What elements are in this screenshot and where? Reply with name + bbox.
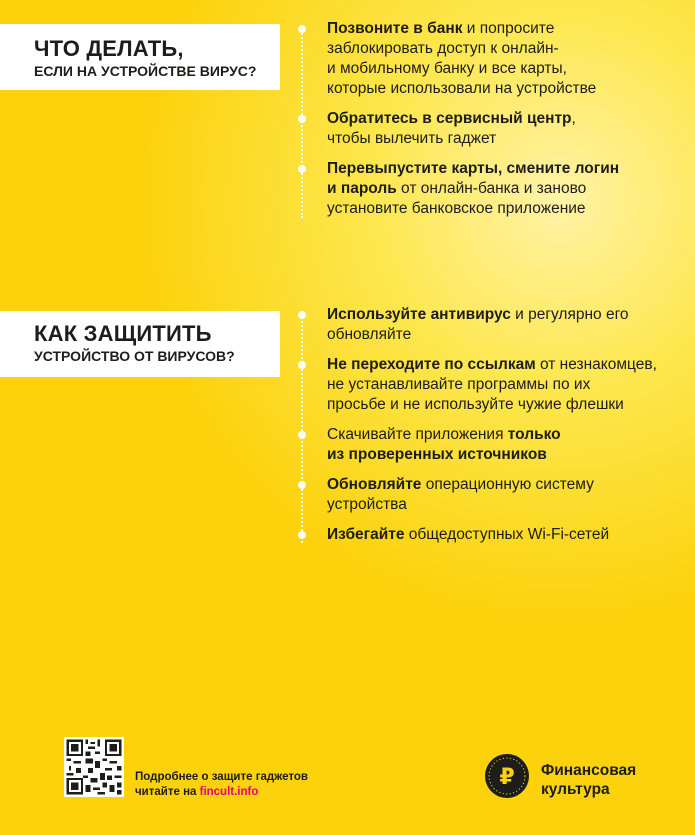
section-title-what-to-do — [0, 24, 280, 90]
bullet-dot-icon — [298, 165, 306, 173]
footer-line1: Подробнее о защите гаджетов — [135, 771, 309, 783]
logo-line1: Финансовая — [541, 762, 637, 779]
section-title-line2: ЕСЛИ НА УСТРОЙСТВЕ ВИРУС? — [34, 63, 257, 79]
protection-list — [298, 305, 688, 555]
list-item: Избегайте общедоступных Wi-Fi-сетей — [298, 525, 688, 545]
qr-code-icon[interactable] — [64, 737, 124, 797]
ruble-logo-icon — [483, 752, 531, 800]
logo-line2: культура — [541, 781, 610, 798]
bullet-dot-icon — [298, 311, 306, 319]
section-title-how-to-protect — [0, 311, 280, 377]
list-item: Обновляйте операционную систему устройства — [298, 475, 688, 515]
actions-list — [298, 19, 688, 229]
fincult-link[interactable]: fincult.info — [199, 786, 259, 798]
section-title-line1: КАК ЗАЩИТИТЬ — [34, 321, 212, 346]
section-title-line2: УСТРОЙСТВО ОТ ВИРУСОВ? — [34, 348, 235, 364]
list-item: Не переходите по ссылкам от незнакомцев, не устанавливайте программы по их просьбе и не используйте чужие флешки — [298, 355, 688, 415]
bullet-dot-icon — [298, 481, 306, 489]
svg-text:₽: ₽ — [499, 765, 515, 790]
list-item: Позвоните в банк и попросите заблокировать доступ к онлайн- и мобильному банку и все карты, которые использовали на устройстве — [298, 19, 688, 99]
logo-text — [541, 761, 636, 799]
bullet-dot-icon — [298, 25, 306, 33]
list-item: Скачивайте приложения только из проверенных источников — [298, 425, 688, 465]
section-title-line1: ЧТО ДЕЛАТЬ, — [34, 36, 184, 61]
bullet-dot-icon — [298, 115, 306, 123]
list-item: Обратитесь в сервисный центр, чтобы вылечить гаджет — [298, 109, 688, 149]
bullet-dot-icon — [298, 361, 306, 369]
footer-line2-prefix: читайте на — [135, 786, 200, 798]
list-item: Используйте антивирус и регулярно его обновляйте — [298, 305, 688, 345]
footer-note — [135, 770, 308, 800]
bullet-dot-icon — [298, 431, 306, 439]
bullet-dot-icon — [298, 531, 306, 539]
list-item: Перевыпустите карты, смените логин и пароль от онлайн-банка и заново установите банковское приложение — [298, 159, 688, 219]
